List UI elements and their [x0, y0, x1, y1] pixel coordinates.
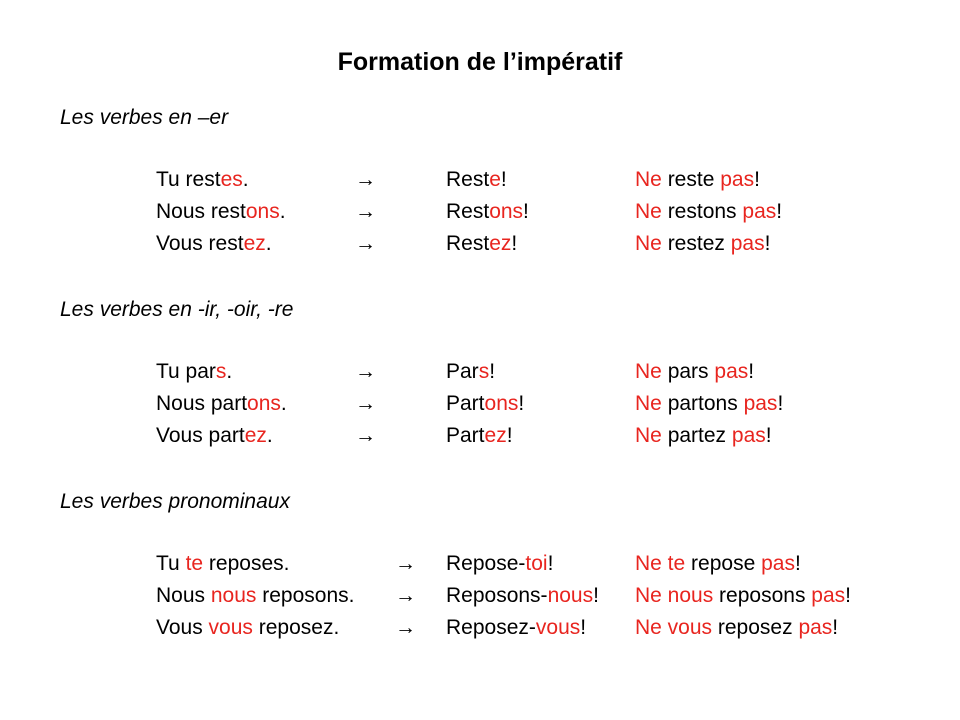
- present-segment: Nous part: [156, 392, 248, 415]
- imperative-segment: nous: [547, 584, 594, 607]
- negative-segment: reste: [661, 168, 721, 191]
- negative-segment: pas: [720, 168, 755, 191]
- present-segment: es: [220, 168, 243, 191]
- conjugation-row: [0, 360, 960, 392]
- arrow-icon: →: [355, 360, 376, 383]
- imperative-segment: toi: [525, 552, 548, 575]
- present-segment: nous: [210, 584, 257, 607]
- imperative-segment: Rest: [446, 168, 490, 191]
- present-form: [156, 616, 339, 640]
- present-segment: Vous rest: [156, 232, 244, 255]
- present-form: [156, 584, 354, 608]
- arrow-icon: →: [355, 200, 376, 223]
- present-segment: .: [266, 424, 273, 447]
- negative-form: [635, 584, 851, 608]
- imperative-segment: !: [547, 552, 554, 575]
- present-form: [156, 552, 289, 576]
- negative-segment: partez: [661, 424, 732, 447]
- present-form: [156, 424, 273, 448]
- negative-segment: pas: [811, 584, 846, 607]
- negative-segment: Ne: [635, 200, 662, 223]
- negative-segment: Ne: [635, 168, 662, 191]
- negative-form: [635, 552, 801, 576]
- section-heading-ir-oir-re-verbs: Les verbes en -ir, -oir, -re: [60, 298, 294, 321]
- imperative-form: [446, 424, 513, 448]
- imperative-segment: Rest: [446, 200, 490, 223]
- imperative-form: [446, 168, 507, 192]
- negative-form: [635, 200, 782, 224]
- present-segment: vous: [208, 616, 253, 639]
- present-segment: .: [280, 392, 287, 415]
- imperative-segment: !: [506, 424, 513, 447]
- present-segment: .: [242, 168, 249, 191]
- negative-segment: !: [776, 200, 783, 223]
- imperative-segment: !: [511, 232, 518, 255]
- negative-segment: Ne te: [635, 552, 686, 575]
- imperative-segment: Reposons-: [446, 584, 548, 607]
- arrow-icon: →: [355, 424, 376, 447]
- negative-segment: pas: [730, 232, 765, 255]
- present-segment: reposes.: [203, 552, 290, 575]
- negative-segment: partons: [661, 392, 744, 415]
- imperative-segment: ons: [489, 200, 524, 223]
- negative-segment: pas: [761, 552, 795, 575]
- present-segment: ons: [245, 200, 280, 223]
- present-segment: Tu rest: [156, 168, 221, 191]
- present-segment: .: [279, 200, 286, 223]
- conjugation-row: [0, 584, 960, 616]
- conjugation-row: [0, 232, 960, 264]
- present-form: [156, 200, 286, 224]
- negative-segment: reposons: [713, 584, 812, 607]
- present-segment: ons: [247, 392, 281, 415]
- imperative-form: [446, 200, 529, 224]
- imperative-form: [446, 616, 586, 640]
- conjugation-row: [0, 616, 960, 648]
- imperative-segment: vous: [535, 616, 581, 639]
- present-segment: Nous rest: [156, 200, 246, 223]
- present-segment: s: [215, 360, 227, 383]
- negative-segment: !: [777, 392, 784, 415]
- negative-segment: !: [748, 360, 755, 383]
- negative-segment: !: [794, 552, 801, 575]
- conjugation-row: [0, 392, 960, 424]
- arrow-icon: →: [395, 552, 416, 575]
- imperative-form: [446, 232, 517, 256]
- imperative-form: [446, 392, 524, 416]
- negative-form: [635, 424, 772, 448]
- imperative-segment: ons: [484, 392, 519, 415]
- imperative-segment: s: [478, 360, 490, 383]
- conjugation-row: [0, 424, 960, 456]
- present-segment: reposons.: [256, 584, 355, 607]
- arrow-icon: →: [395, 584, 416, 607]
- negative-segment: pas: [798, 616, 833, 639]
- page-title: Formation de l’impératif: [337, 48, 623, 76]
- present-form: [156, 392, 287, 416]
- negative-segment: !: [765, 424, 772, 447]
- arrow-icon: →: [355, 168, 376, 191]
- present-segment: Nous: [156, 584, 211, 607]
- imperative-segment: Part: [446, 392, 485, 415]
- imperative-segment: Par: [446, 360, 479, 383]
- imperative-segment: !: [523, 200, 529, 223]
- present-form: [156, 232, 272, 256]
- arrow-icon: →: [355, 392, 376, 415]
- present-segment: Tu: [156, 552, 186, 575]
- negative-segment: Ne: [635, 392, 662, 415]
- negative-segment: pars: [661, 360, 715, 383]
- negative-segment: !: [832, 616, 839, 639]
- imperative-segment: Part: [446, 424, 485, 447]
- present-segment: .: [226, 360, 233, 383]
- imperative-segment: Repose-: [446, 552, 526, 575]
- negative-segment: repose: [685, 552, 762, 575]
- imperative-segment: !: [580, 616, 587, 639]
- imperative-segment: ez: [484, 424, 507, 447]
- imperative-segment: !: [593, 584, 599, 607]
- imperative-form: [446, 360, 495, 384]
- negative-form: [635, 616, 838, 640]
- conjugation-row: [0, 168, 960, 200]
- negative-segment: Ne: [635, 232, 662, 255]
- negative-segment: restons: [661, 200, 743, 223]
- arrow-icon: →: [395, 616, 416, 639]
- negative-form: [635, 232, 770, 256]
- present-segment: te: [185, 552, 204, 575]
- conjugation-row: [0, 200, 960, 232]
- imperative-segment: !: [518, 392, 525, 415]
- negative-segment: !: [845, 584, 851, 607]
- negative-segment: Ne vous: [635, 616, 713, 639]
- arrow-icon: →: [355, 232, 376, 255]
- negative-form: [635, 360, 754, 384]
- imperative-segment: !: [500, 168, 507, 191]
- present-segment: .: [265, 232, 272, 255]
- negative-segment: restez: [661, 232, 731, 255]
- present-segment: reposez.: [252, 616, 340, 639]
- present-segment: Tu par: [156, 360, 216, 383]
- imperative-segment: !: [489, 360, 496, 383]
- negative-segment: !: [764, 232, 771, 255]
- negative-segment: Ne nous: [635, 584, 714, 607]
- present-segment: ez: [244, 424, 267, 447]
- negative-segment: pas: [742, 200, 777, 223]
- section-heading-pronominal-verbs: Les verbes pronominaux: [60, 490, 290, 513]
- imperative-segment: ez: [489, 232, 512, 255]
- imperative-segment: Reposez-: [446, 616, 536, 639]
- negative-form: [635, 392, 783, 416]
- negative-segment: Ne: [635, 424, 662, 447]
- negative-segment: reposez: [712, 616, 799, 639]
- present-form: [156, 168, 249, 192]
- negative-segment: pas: [731, 424, 766, 447]
- present-form: [156, 360, 232, 384]
- negative-segment: !: [754, 168, 760, 191]
- negative-form: [635, 168, 760, 192]
- present-segment: Vous: [156, 616, 209, 639]
- negative-segment: pas: [714, 360, 749, 383]
- imperative-segment: e: [489, 168, 501, 191]
- imperative-form: [446, 552, 553, 576]
- conjugation-row: [0, 552, 960, 584]
- negative-segment: Ne: [635, 360, 662, 383]
- section-heading-er-verbs: Les verbes en –er: [60, 106, 229, 129]
- imperative-form: [446, 584, 599, 608]
- present-segment: Vous part: [156, 424, 245, 447]
- present-segment: ez: [243, 232, 266, 255]
- negative-segment: pas: [743, 392, 778, 415]
- imperative-segment: Rest: [446, 232, 490, 255]
